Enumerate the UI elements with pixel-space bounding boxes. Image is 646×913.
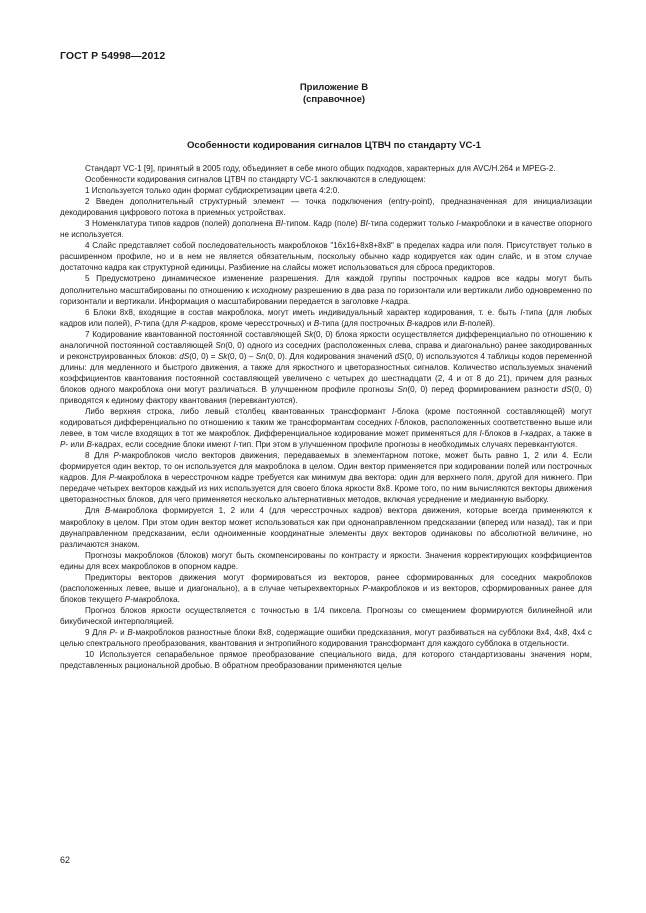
- paragraph: Либо верхняя строка, либо левый столбец квантованных трансформант I-блока (кроме постоянной составляющей) могут кодироваться дифференциально по отношению к таким же трансформантам соседних I-блоков, расположенных соответственно выше или левее, в том числе входящих в тот же макроблок. Дифференциальное кодирование может применяться для I-блоков в I-кадрах, а также в P- или B-кадрах, если соседние блоки имеют I-тип. При этом в улучшенном профиле прогнозы в необходимых случаях перевкантуются.: [60, 407, 592, 450]
- paragraph: Особенности кодирования сигналов ЦТВЧ по стандарту VC-1 заключаются в следующем:: [85, 175, 426, 185]
- paragraph: 5 Предусмотрено динамическое изменение разрешения. Для каждой группы построчных кадров все кадры могут быть дополнительно масштабированы по отношению к исходному разрешению в два раза по горизонтали или вертикали либо одновременно по горизонтали и вертикали. Информация о масштабировании передается в заголовке I-кадра.: [60, 274, 592, 306]
- paragraph: 6 Блоки 8x8, входящие в состав макроблока, могут иметь индивидуальный характер кодирования, т. е. быть I-типа (для любых кадров или полей), P-типа (для P-кадров, кроме чересстрочных) и B-типа (для построчных B-кадров или B-полей).: [60, 307, 592, 328]
- paragraph: 1 Используется только один формат субдискретизации цвета 4:2:0.: [85, 186, 340, 196]
- paragraph: 9 Для P- и B-макроблоков разностные блоки 8x8, содержащие ошибки предсказания, могут разбиваться на субблоки 8x4, 4x8, 4x4 с целью спектрального преобразования, квантования и энтропийного кодирования трансформант для каждого субблока в отдельности.: [60, 627, 592, 649]
- page-header-doc-code: ГОСТ Р 54998—2012: [60, 50, 166, 62]
- appendix-subtitle: (справочное): [302, 94, 366, 105]
- paragraph: Прогноз блоков яркости осуществляется с точностью в 1/4 пиксела. Прогнозы со смещением формируются билинейной или бикубической интерполяцией.: [60, 605, 592, 626]
- appendix-title: Приложение В: [299, 82, 369, 93]
- appendix-heading: [0, 82, 646, 106]
- body-text: [60, 163, 592, 671]
- paragraph: 7 Кодирование квантованной постоянной составляющей Sk(0, 0) блока яркости осуществляется дифференциально по отношению к аналогичной постоянной составляющей Sn(0, 0) одного из соседних (расположенных слева, справа и диагонально) ранее закодированных и реконструированных блоков: dS(0, 0) = Sk(0, 0) – Sn(0, 0). Для кодирования значений dS(0, 0) используются 4 таблицы кодов переменной длины: для медленного и быстрого движения, а также для яркостного и цветоразностных сигналов. Количество используемых значений коэффициентов квантования постоянной составляющей увеличено с четырех до шестнадцати (2, 4 и от 8 до 21), причем для разных блоков одного макроблока они могут различаться. В улучшенном профиле прогнозы Sn(0, 0) перед формированием разности dS(0, 0) приводятся к единому фактору квантования (перевкантуются).: [60, 329, 592, 405]
- paragraph: 4 Слайс представляет собой последовательность макроблоков "16x16+8x8+8x8" в пределах кадра или поля. Присутствует только в расширенном профиле, но и в нем не является обязательным, поскольку обычно кадр кодируется как один слайс, и в этом случае достаточно кадра как структурной единицы. Разбиение на слайсы может использоваться для сброса предикторов.: [60, 241, 592, 273]
- page-number: 62: [60, 855, 71, 865]
- paragraph: 8 Для P-макроблоков число векторов движения, передаваемых в элементарном потоке, может быть равно 1, 2 или 4. Если формируется один вектор, то он используется для макроблока в целом. Один вектор применяется при кодировании полей или построчных кадров. Для P-макроблока в чересстрочном кадре требуется как минимум два вектора: один для верхнего поля, другой для нижнего. При передаче четырех векторов каждый из них используется для своего блока яркости 8x8. Кроме того, по ним вычисляются векторы движения цветоразностных блоков, для чего применяется несколько альтернативных методов, включая усреднение и медианную выборку.: [60, 451, 592, 505]
- paragraph: Предикторы векторов движения могут формироваться из векторов, ранее сформированных для соседних макроблоков (расположенных левее, выше и диагонально), а в случае четырехвекторных P-макроблоков и из векторов, сформированных ранее для блоков текущего P-макроблока.: [60, 572, 592, 604]
- paragraph: Прогнозы макроблоков (блоков) могут быть скомпенсированы по контрасту и яркости. Значения корректирующих коэффициентов едины для всех макроблоков в опорном кадре.: [60, 550, 592, 571]
- paragraph: Для B-макроблока формируется 1, 2 или 4 (для чересстрочных кадров) вектора движения, которые всегда применяются к макроблоку в целом. При этом один вектор может использоваться как при однонаправленном предсказании (вперед или назад), так и при двунаправленном предсказании, если одноименные координатные элементы двух векторов одинаковы по абсолютной величине, но различаются знаком.: [60, 506, 592, 549]
- section-title: Особенности кодирования сигналов ЦТВЧ по стандарту VC-1: [186, 140, 482, 151]
- paragraph: 3 Номенклатура типов кадров (полей) дополнена BI-типом. Кадр (поле) BI-типа содержит только I-макроблоки и в качестве опорного не используется.: [60, 219, 593, 240]
- paragraph: Стандарт VC-1 [9], принятый в 2005 году, объединяет в себе много общих подходов, характерных для AVC/H.264 и MPEG-2.: [85, 164, 556, 173]
- paragraph: 10 Используется сепарабельное прямое преобразование специального вида, для которого стандартизованы значения норм, представленных рациональной дробью. В обратном преобразовании применяются целые: [60, 650, 592, 671]
- paragraph: 2 Введен дополнительный структурный элемент — точка подключения (entry-point), предназначенная для инициализации декодирования цифрового потока в приемных устройствах.: [60, 197, 592, 218]
